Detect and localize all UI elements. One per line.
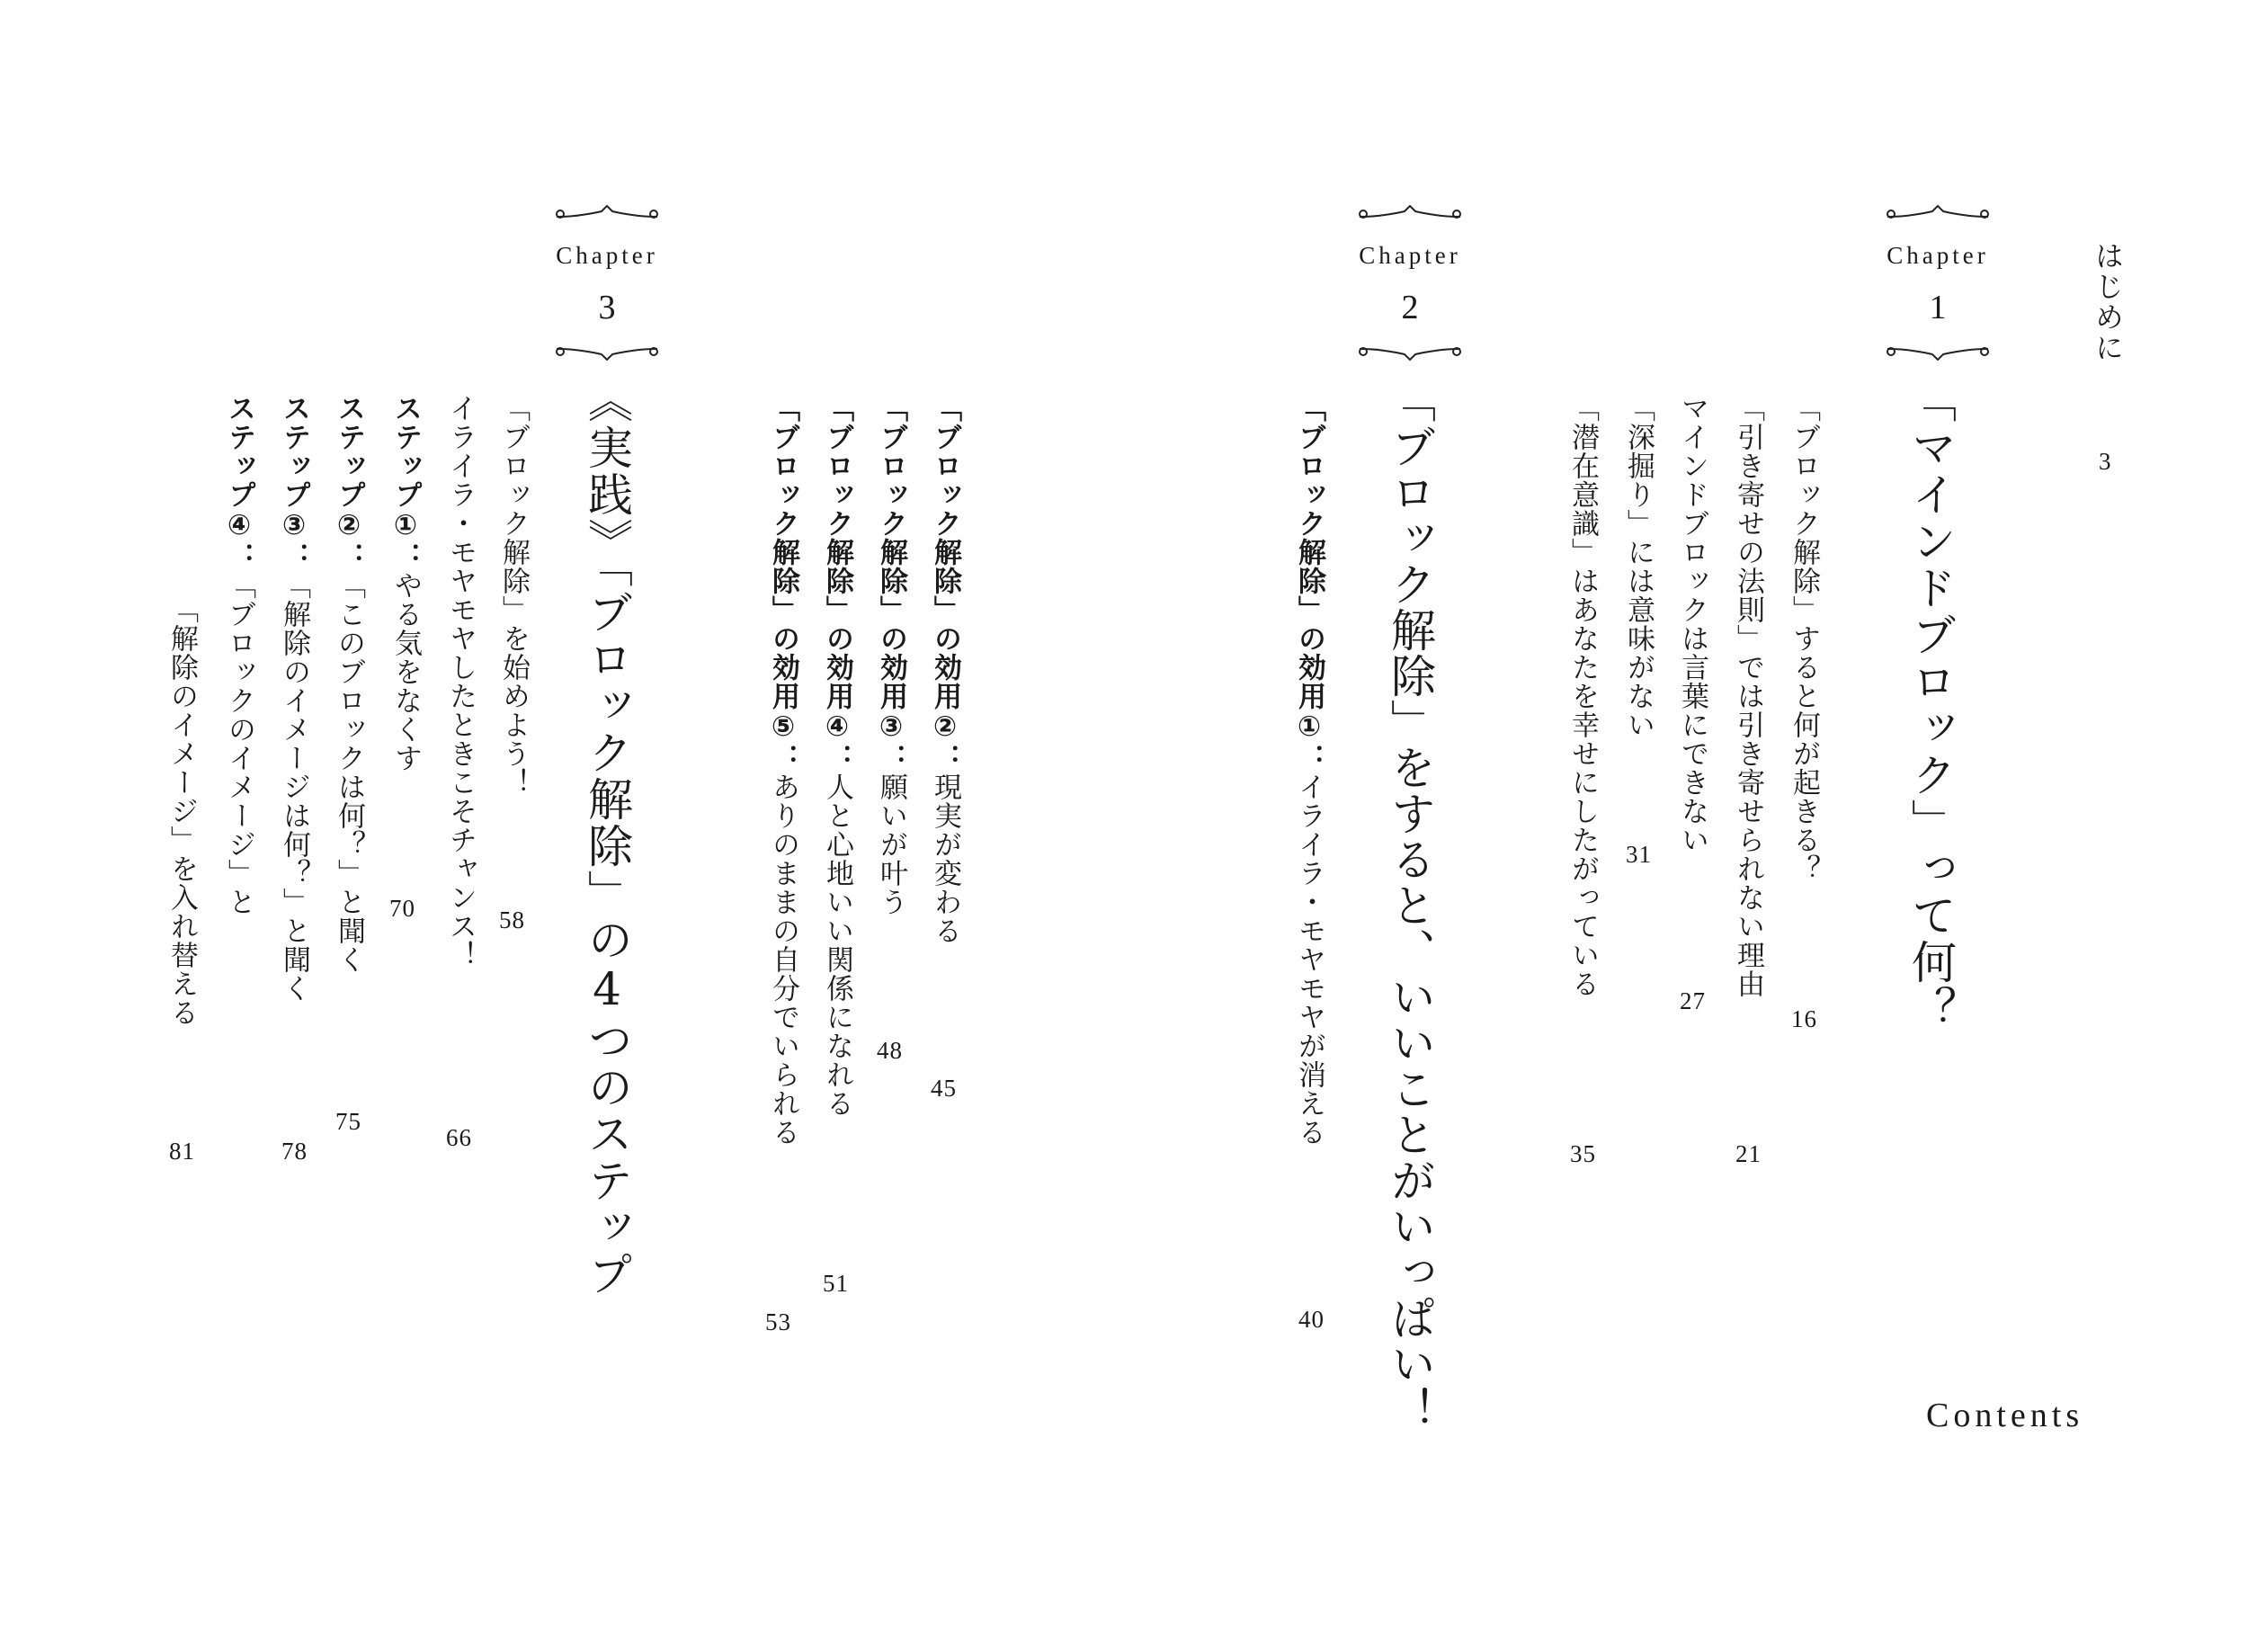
chapter-label: Chapter (1359, 242, 1461, 269)
toc-entry-page: 35 (1570, 1140, 1596, 1167)
chapter-1-title: 「マインドブロック」って何？ (1905, 378, 1957, 1032)
toc-entry-bold: ステップ②： (333, 394, 365, 571)
toc-entry-page: 75 (335, 1108, 361, 1135)
toc-entry (389, 394, 422, 772)
toc-entry: マインドブロックは言葉にできない (1676, 394, 1708, 854)
ornament-icon (553, 202, 661, 226)
ornament-icon (1356, 340, 1464, 363)
toc-entry (280, 394, 308, 1003)
chapter-number: 2 (1401, 289, 1419, 326)
chapter-label: Chapter (1887, 242, 1989, 269)
toc-entry-page: 66 (446, 1124, 472, 1151)
toc-entry-text: 願いが叶う (875, 772, 907, 916)
intro-title: はじめに (2091, 241, 2125, 363)
toc-entry-page: 40 (1298, 1306, 1325, 1333)
toc-entry: 「ブロック解除」すると何が起きる？ (1788, 394, 1820, 883)
contents-label: Contents (1926, 1397, 2084, 1434)
toc-entry-page: 81 (169, 1138, 195, 1165)
toc-entry-bold: 「ブロック解除」の効用③： (875, 394, 907, 772)
toc-entry (877, 394, 905, 916)
toc-entry (333, 394, 365, 974)
toc-entry: 「潜在意識」はあなたを幸せにしたがっている (1566, 394, 1599, 998)
toc-entry-text: ありのままの自分でいられる (767, 772, 799, 1147)
toc-entry-bold: 「ブロック解除」の効用②： (929, 394, 961, 772)
toc-entry-text: 「このブロックは何？」と聞く (333, 571, 365, 974)
toc-entry: 「深掘り」には意味がない (1622, 394, 1655, 739)
ornament-icon (553, 340, 661, 363)
chapter-number: 3 (598, 289, 616, 326)
toc-entry-page: 70 (389, 895, 415, 922)
toc-entry (1295, 394, 1323, 1147)
toc-entry-bold: 「ブロック解除」の効用④： (821, 394, 853, 772)
chapter-3-title: 《実践》「ブロック解除」の4つのステップ (581, 378, 633, 1298)
chapter-number: 1 (1929, 289, 1947, 326)
toc-entry-bold: ステップ③： (278, 394, 310, 571)
toc-entry-bold: 「ブロック解除」の効用①： (1293, 394, 1325, 772)
chapter-label: Chapter (556, 242, 658, 269)
toc-entry-bold: ステップ①： (389, 394, 422, 571)
ornament-icon (1884, 340, 1992, 363)
toc-entry-page: 51 (823, 1270, 849, 1297)
toc-entry-page: 27 (1680, 987, 1706, 1014)
toc-entry-page: 48 (877, 1037, 903, 1064)
toc-entry-page: 21 (1735, 1140, 1762, 1167)
toc-entry-text: 「解除のイメージは何？」と聞く (278, 571, 310, 1003)
toc-entry-text: やる気をなくす (389, 571, 422, 772)
intro-page-number: 3 (2099, 448, 2112, 475)
toc-entry-page: 16 (1791, 1005, 1817, 1032)
toc-entry-bold: 「ブロック解除」の効用⑤： (767, 394, 799, 772)
toc-entry (225, 394, 253, 916)
toc-entry-page: 58 (499, 906, 525, 933)
toc-entry: 「ブロック解除」を始めよう！ (497, 394, 530, 797)
toc-entry-page: 31 (1626, 841, 1652, 868)
chapter-2-heading (1338, 202, 1482, 363)
ornament-icon (1356, 202, 1464, 226)
toc-entry-bold: ステップ④： (223, 394, 255, 571)
chapter-3-heading (535, 202, 679, 363)
toc-entry (823, 394, 851, 1118)
toc-entry-page: 53 (765, 1308, 791, 1335)
toc-entry (769, 394, 797, 1147)
toc-entry-text: 人と心地いい関係になれる (821, 772, 853, 1118)
chapter-2-title: 「ブロック解除」をすると、いいことがいっぱい！ (1384, 378, 1436, 1433)
toc-entry: イライラ・モヤモヤしたときこそチャンス！ (444, 394, 477, 969)
toc-entry-page: 78 (281, 1138, 308, 1165)
toc-entry-text: 「ブロックのイメージ」と (223, 571, 255, 916)
toc-entry: 「引き寄せの法則」では引き寄せられない理由 (1732, 394, 1764, 998)
chapter-1-heading (1866, 202, 2010, 363)
ornament-icon (1884, 202, 1992, 226)
toc-entry (931, 394, 959, 945)
toc-entry-continued: 「解除のイメージ」を入れ替える (165, 595, 198, 1027)
toc-entry-text: 現実が変わる (929, 772, 961, 945)
toc-entry-page: 45 (931, 1075, 957, 1102)
toc-entry-text: イライラ・モヤモヤが消える (1293, 772, 1325, 1147)
